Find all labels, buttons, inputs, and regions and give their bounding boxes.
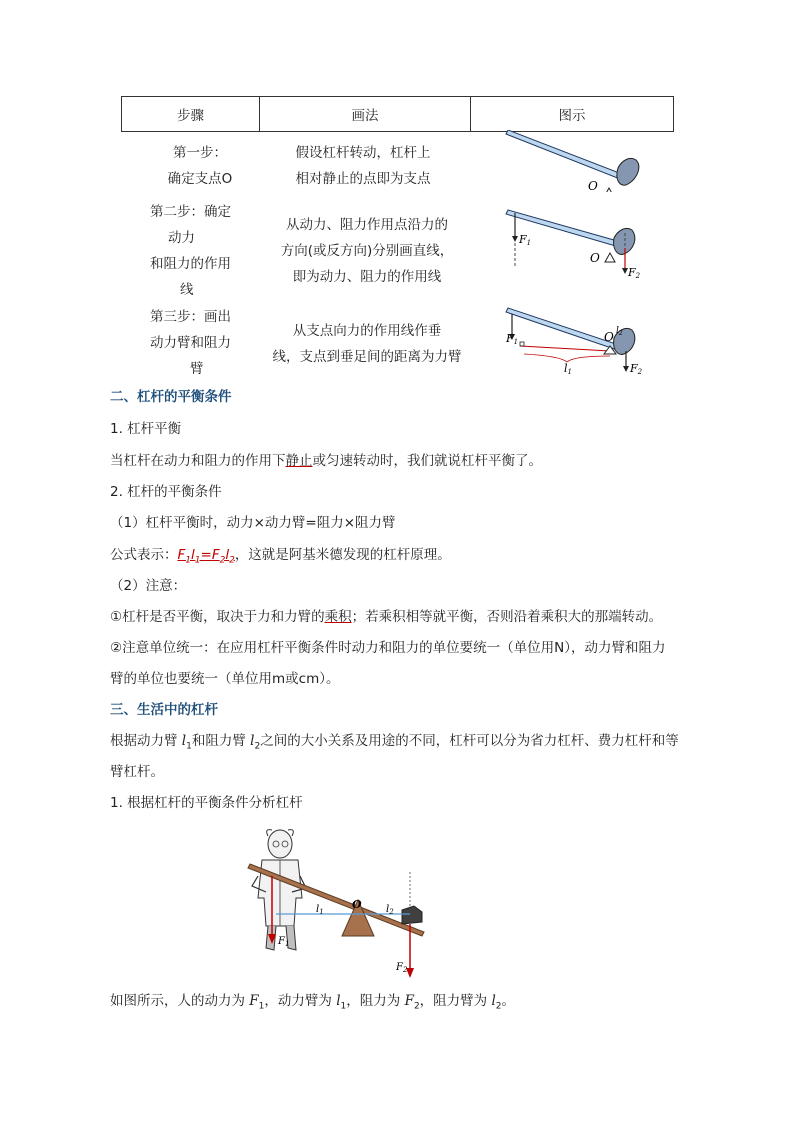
row2-step: 第二步：确定 动力 和阻力的作用 线 — [150, 204, 231, 298]
section3-title: 三、生活中的杠杆 — [110, 702, 218, 718]
row3-step: 第三步：画出 动力臂和阻力 臂 — [150, 309, 231, 377]
row3-method: 从支点向力的作用线作垂 线，支点到垂足间的距离为力臂 — [272, 323, 462, 365]
section3-item1: 1. 根据杠杆的平衡条件分析杠杆 — [110, 795, 303, 811]
fulcrum-icon — [605, 253, 615, 262]
stone-icon — [614, 228, 635, 254]
svg-text:O: O — [352, 898, 362, 911]
svg-text:l1: $l_1$ — [316, 904, 324, 916]
header-figure: 图示 — [471, 97, 674, 132]
stone-icon — [617, 158, 639, 185]
section3-intro-line1: 根据动力臂 $l_1$和阻力臂 $l_2$之间的大小关系及用途的不同，杠杆可以分为省力杠杆、费力杠杆和等 — [110, 733, 679, 752]
svg-text:F1: F1 — [519, 233, 532, 247]
svg-text:F2: F2 — [628, 266, 641, 280]
svg-text:F2: F2 — [630, 362, 643, 376]
section2-item1-text: 当杠杆在动力和阻力的作用下静止或匀速转动时，我们就说杠杆平衡了。 — [110, 453, 542, 469]
svg-text:O: O — [590, 251, 600, 265]
header-step: 步骤 — [122, 97, 260, 132]
section2-formula: 公式表示：$F_1l_1=F_2l_2$，这就是阿基米德发现的杠杆原理。 — [110, 547, 451, 566]
section2-note1: ①杠杆是否平衡，取决于力和力臂的乘积；若乘积相等就平衡，否则沿着乘积大的那端转动。 — [110, 609, 663, 625]
svg-text:l2: $l_2$ — [386, 904, 394, 916]
svg-text:O: O — [604, 330, 614, 344]
section2-item2-heading: 2. 杠杆的平衡条件 — [110, 484, 222, 500]
lever-illustration — [246, 826, 436, 978]
section3-intro-line2: 臂杠杆。 — [110, 764, 164, 780]
steps-table — [121, 96, 674, 132]
svg-text:l2: $l_2$ — [616, 326, 623, 337]
row2-method: 从动力、阻力作用点沿力的 方向(或反方向)分别画直线， 即为动力、阻力的作用线 — [280, 217, 454, 285]
section2-note2-line2: 臂的单位也要统一（单位用m或cm）。 — [110, 671, 340, 687]
section2-item1-heading: 1. 杠杆平衡 — [110, 421, 182, 437]
stone-icon — [402, 906, 422, 924]
svg-text:F1: F1 — [506, 332, 519, 346]
header-method: 画法 — [260, 97, 471, 132]
figure-step1 — [500, 130, 650, 192]
figure-caption: 如图所示，人的动力为 $F_1$，动力臂为 $l_1$，阻力为 $F_2$，阻力臂为 $l_2$。 — [110, 993, 516, 1012]
svg-text:l1: l1 — [564, 362, 572, 376]
figure-step3 — [500, 306, 650, 378]
svg-text:F2: $F_2$ — [396, 962, 408, 974]
fulcrum-icon — [604, 188, 614, 192]
section2-item2-sub1: （1）杠杆平衡时，动力×动力臂=阻力×阻力臂 — [110, 515, 396, 531]
row1-method: 假设杠杆转动，杠杆上 相对静止的点即为支点 — [295, 145, 431, 187]
figure-step2 — [500, 208, 650, 284]
lever-formula: $F_1l_1=F_2l_2$ — [177, 547, 235, 566]
svg-text:F1: $F_1$ — [278, 936, 290, 948]
section2-note2-line1: ②注意单位统一：在应用杠杆平衡条件时动力和阻力的单位要统一（单位用N），动力臂和阻力 — [110, 640, 666, 656]
person-icon — [252, 830, 306, 950]
section2-item2-sub2: （2）注意： — [110, 578, 187, 594]
row1-step: 第一步： 确定支点O — [167, 145, 233, 187]
svg-text:O: O — [588, 179, 598, 192]
section2-title: 二、杠杆的平衡条件 — [110, 389, 232, 405]
